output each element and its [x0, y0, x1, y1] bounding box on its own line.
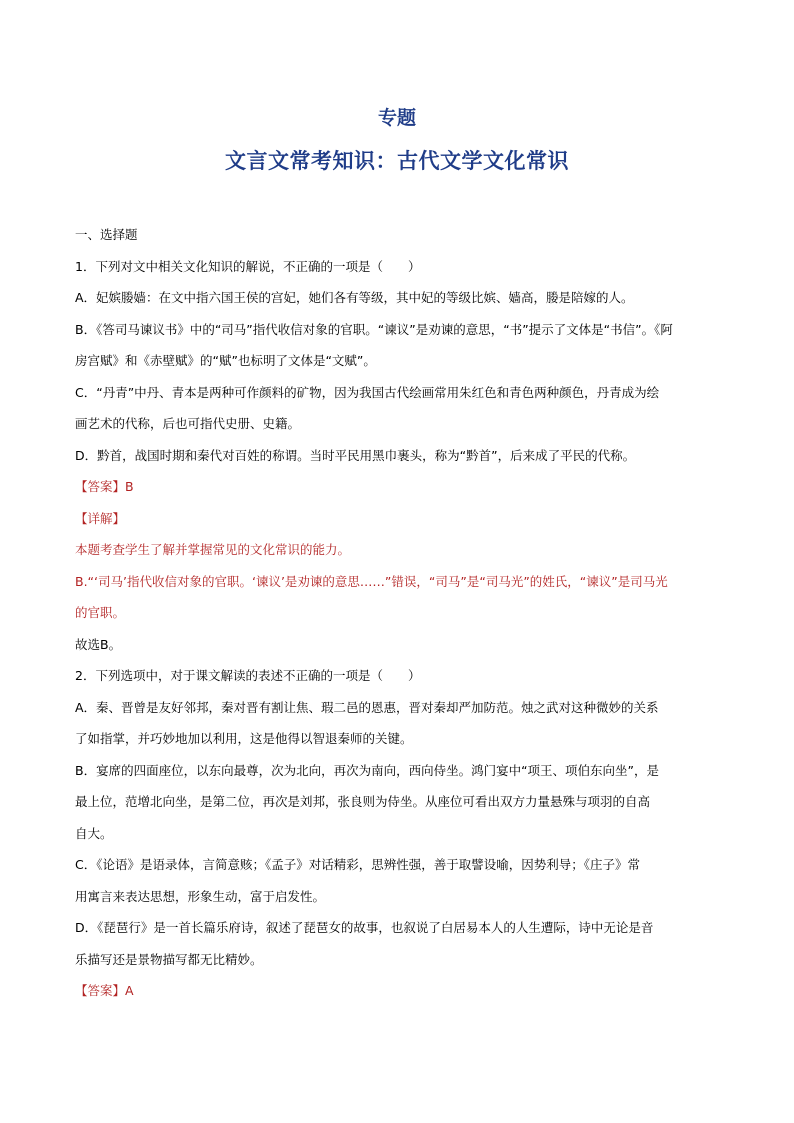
q2-answer-tag: 【答案】	[75, 983, 126, 998]
q1-option-c-line2: 画艺术的代称，后也可指代史册、史籍。	[75, 416, 301, 431]
q2-option-a-line2: 了如指掌，并巧妙地加以利用，这是他得以智退秦师的关键。	[75, 731, 413, 746]
q1-stem: 1．下列对文中相关文化知识的解说，不正确的一项是（ ）	[75, 258, 421, 274]
q1-option-d: D．黔首，战国时期和秦代对百姓的称谓。当时平民用黑巾裹头，称为“黔首”，后来成了平民的代称。	[75, 447, 636, 463]
q2-option-d-line2: 乐描写还是景物描写都无比精妙。	[75, 951, 263, 967]
q1-detail-line2: B.“‘司马’指代收信对象的官职。‘谏议’是劝谏的意思……”错误，“司马”是“司马光”的姓氏，“谏议”是司马光	[75, 573, 668, 589]
doc-title-main: 文言文常考知识：古代文学文化常识	[225, 149, 569, 173]
q2-option-b-line2: 最上位，范增北向坐，是第二位，再次是刘邦，张良则为侍坐。从座位可看出双方力量悬殊与项羽的自高	[75, 794, 651, 809]
q2-option-b-line3: 自大。	[75, 825, 113, 841]
q2-option-a-line1: A．秦、晋曾是友好邻邦，秦对晋有割让焦、瑕二邑的恩惠，晋对秦却严加防范。烛之武对这种微妙的关系	[75, 699, 659, 715]
q2-stem: 2．下列选项中，对于课文解读的表述不正确的一项是（ ）	[75, 668, 421, 683]
document-body	[75, 219, 725, 1007]
q1-detail-line3: 的官职。	[75, 605, 126, 620]
q1-answer-tag: 【答案】	[75, 479, 126, 494]
q1-detail-line1: 本题考查学生了解并掌握常见的文化常识的能力。	[75, 542, 351, 557]
section-heading: 一、选择题	[75, 227, 138, 242]
doc-title-topic: 专题	[377, 107, 416, 129]
q2-option-c-line2: 用寓言来表达思想，形象生动，富于启发性。	[75, 888, 326, 904]
q2-option-c-line1: C．《论语》是语录体，言简意赅；《孟子》对话精彩，思辨性强，善于取譬设喻，因势利导；《庄子》常	[75, 857, 640, 872]
q1-option-c-line1: C．“丹青”中丹、青本是两种可作颜料的矿物，因为我国古代绘画常用朱红色和青色两种颜色，丹青成为绘	[75, 384, 660, 400]
q2-option-b-line1: B．宴席的四面座位，以东向最尊，次为北向，再次为南向，西向侍坐。鸿门宴中“项王、项伯东向坐”，是	[75, 762, 660, 778]
q1-conclusion: 故选B。	[75, 636, 122, 652]
q1-answer-value: B	[125, 479, 134, 494]
q1-option-b-line1: B．《答司马谏议书》中的“司马”指代收信对象的官职。“谏议”是劝谏的意思，“书”提示了文体是“书信”。《阿	[75, 321, 673, 337]
q1-answer-row	[75, 471, 725, 503]
q1-option-a: A．妃嫔媵嫱：在文中指六国王侯的宫妃，她们各有等级，其中妃的等级比嫔、嫱高，媵是陪嫁的人。	[75, 290, 634, 305]
q1-option-b-line2: 房宫赋》和《赤壁赋》的“赋”也标明了文体是“文赋”。	[75, 353, 376, 368]
q2-answer-row	[75, 975, 725, 1007]
q2-answer-value: A	[125, 983, 134, 998]
q2-option-d-line1: D．《琵琶行》是一首长篇乐府诗，叙述了琵琶女的故事，也叙说了白居易本人的人生遭际，诗中无论是音	[75, 920, 654, 935]
q1-detail-tag: 【详解】	[75, 510, 126, 526]
